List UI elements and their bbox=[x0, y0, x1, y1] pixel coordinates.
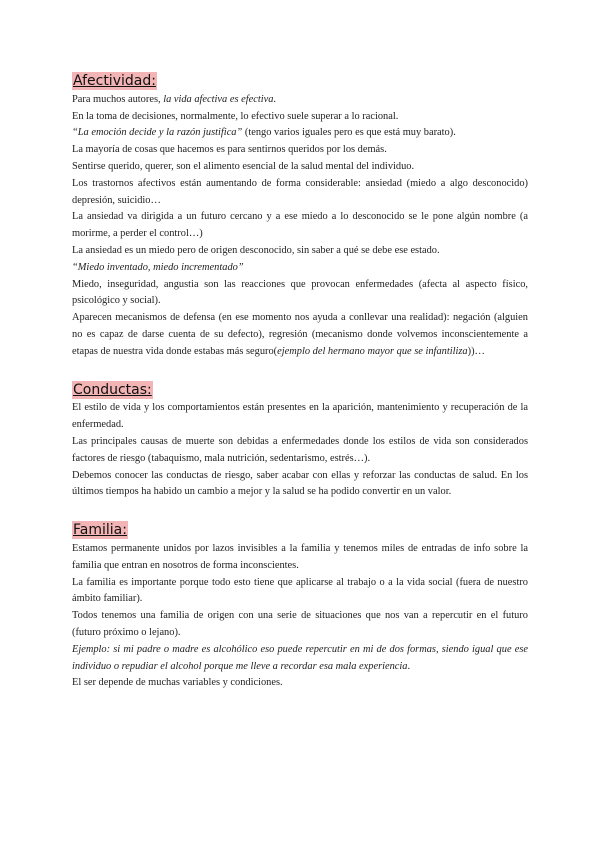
section-heading: Conductas: bbox=[73, 381, 152, 398]
document-page bbox=[72, 72, 528, 712]
paragraph: Los trastornos afectivos están aumentando de forma considerable: ansiedad (miedo a algo desconocido) depresión, suicidio… bbox=[72, 177, 528, 206]
section-afectividad bbox=[72, 72, 528, 361]
section-conductas bbox=[72, 381, 528, 502]
paragraph: Las principales causas de muerte son debidas a enfermedades donde los estilos de vida son considerados factores de riesgo (tabaquismo, mala nutrición, sedentarismo, estrés…). bbox=[72, 435, 528, 464]
paragraph: La ansiedad va dirigida a un futuro cercano y a ese miedo a lo desconocido se le pone algún nombre (a morirme, a perder el control…) bbox=[72, 211, 528, 240]
paragraph: Miedo, inseguridad, angustia son las reacciones que provocan enfermedades (afecta al aspecto físico, psicológico y social). bbox=[72, 278, 528, 307]
section-heading: Afectividad: bbox=[73, 73, 156, 89]
paragraph: La mayoría de cosas que hacemos es para sentirnos queridos por los demás. bbox=[72, 144, 387, 156]
paragraph: El estilo de vida y los comportamientos están presentes en la aparición, mantenimiento y recuperación de la enfermedad. bbox=[72, 402, 528, 431]
section-familia bbox=[72, 521, 528, 692]
paragraph: En la toma de decisiones, normalmente, lo efectivo suele superar a lo racional. bbox=[72, 110, 399, 122]
paragraph: Todos tenemos una familia de origen con una serie de situaciones que nos van a repercutir en el futuro (futuro próximo o lejano). bbox=[72, 610, 528, 638]
paragraph: Debemos conocer las conductas de riesgo, saber acabar con ellas y reforzar las conductas de salud. En los últimos tiempos ha habido un cambio a mejor y la salud se ha podido convertir en un valor. bbox=[72, 469, 528, 498]
paragraph: La familia es importante porque todo esto tiene que aplicarse al trabajo o a la vida social (fuera de nuestro ámbito familiar). bbox=[72, 576, 528, 605]
paragraph: Estamos permanente unidos por lazos invisibles a la familia y tenemos miles de entradas de info sobre la familia que entran en nosotros de forma inconscientes. bbox=[72, 542, 528, 571]
paragraph: Para muchos autores, la vida afectiva es efectiva. bbox=[72, 93, 277, 105]
paragraph: “Miedo inventado, miedo incrementado” bbox=[72, 261, 244, 273]
paragraph: El ser depende de muchas variables y condiciones. bbox=[72, 677, 283, 689]
paragraph: Sentirse querido, querer, son el alimento esencial de la salud mental del individuo. bbox=[72, 160, 415, 172]
paragraph: Ejemplo: si mi padre o madre es alcohólico eso puede repercutir en mi de dos formas, siendo igual que ese individuo o repudiar el alcohol porque me lleve a recordar esa mala experiencia. bbox=[72, 643, 528, 672]
section-heading: Familia: bbox=[73, 522, 127, 539]
paragraph: Aparecen mecanismos de defensa (en ese momento nos ayuda a conllevar una realidad): negación (alguien no es capaz de darse cuenta de su defecto), regresión (mecanismo donde volvemos inconscientemente a etapas de nuestra vida donde estabas más seguro(ejemplo del hermano mayor que se infantiliza))… bbox=[72, 312, 528, 357]
paragraph: La ansiedad es un miedo pero de origen desconocido, sin saber a qué se debe ese estado. bbox=[72, 244, 440, 256]
paragraph: “La emoción decide y la razón justifica” (tengo varios iguales pero es que está muy barato). bbox=[72, 127, 456, 139]
